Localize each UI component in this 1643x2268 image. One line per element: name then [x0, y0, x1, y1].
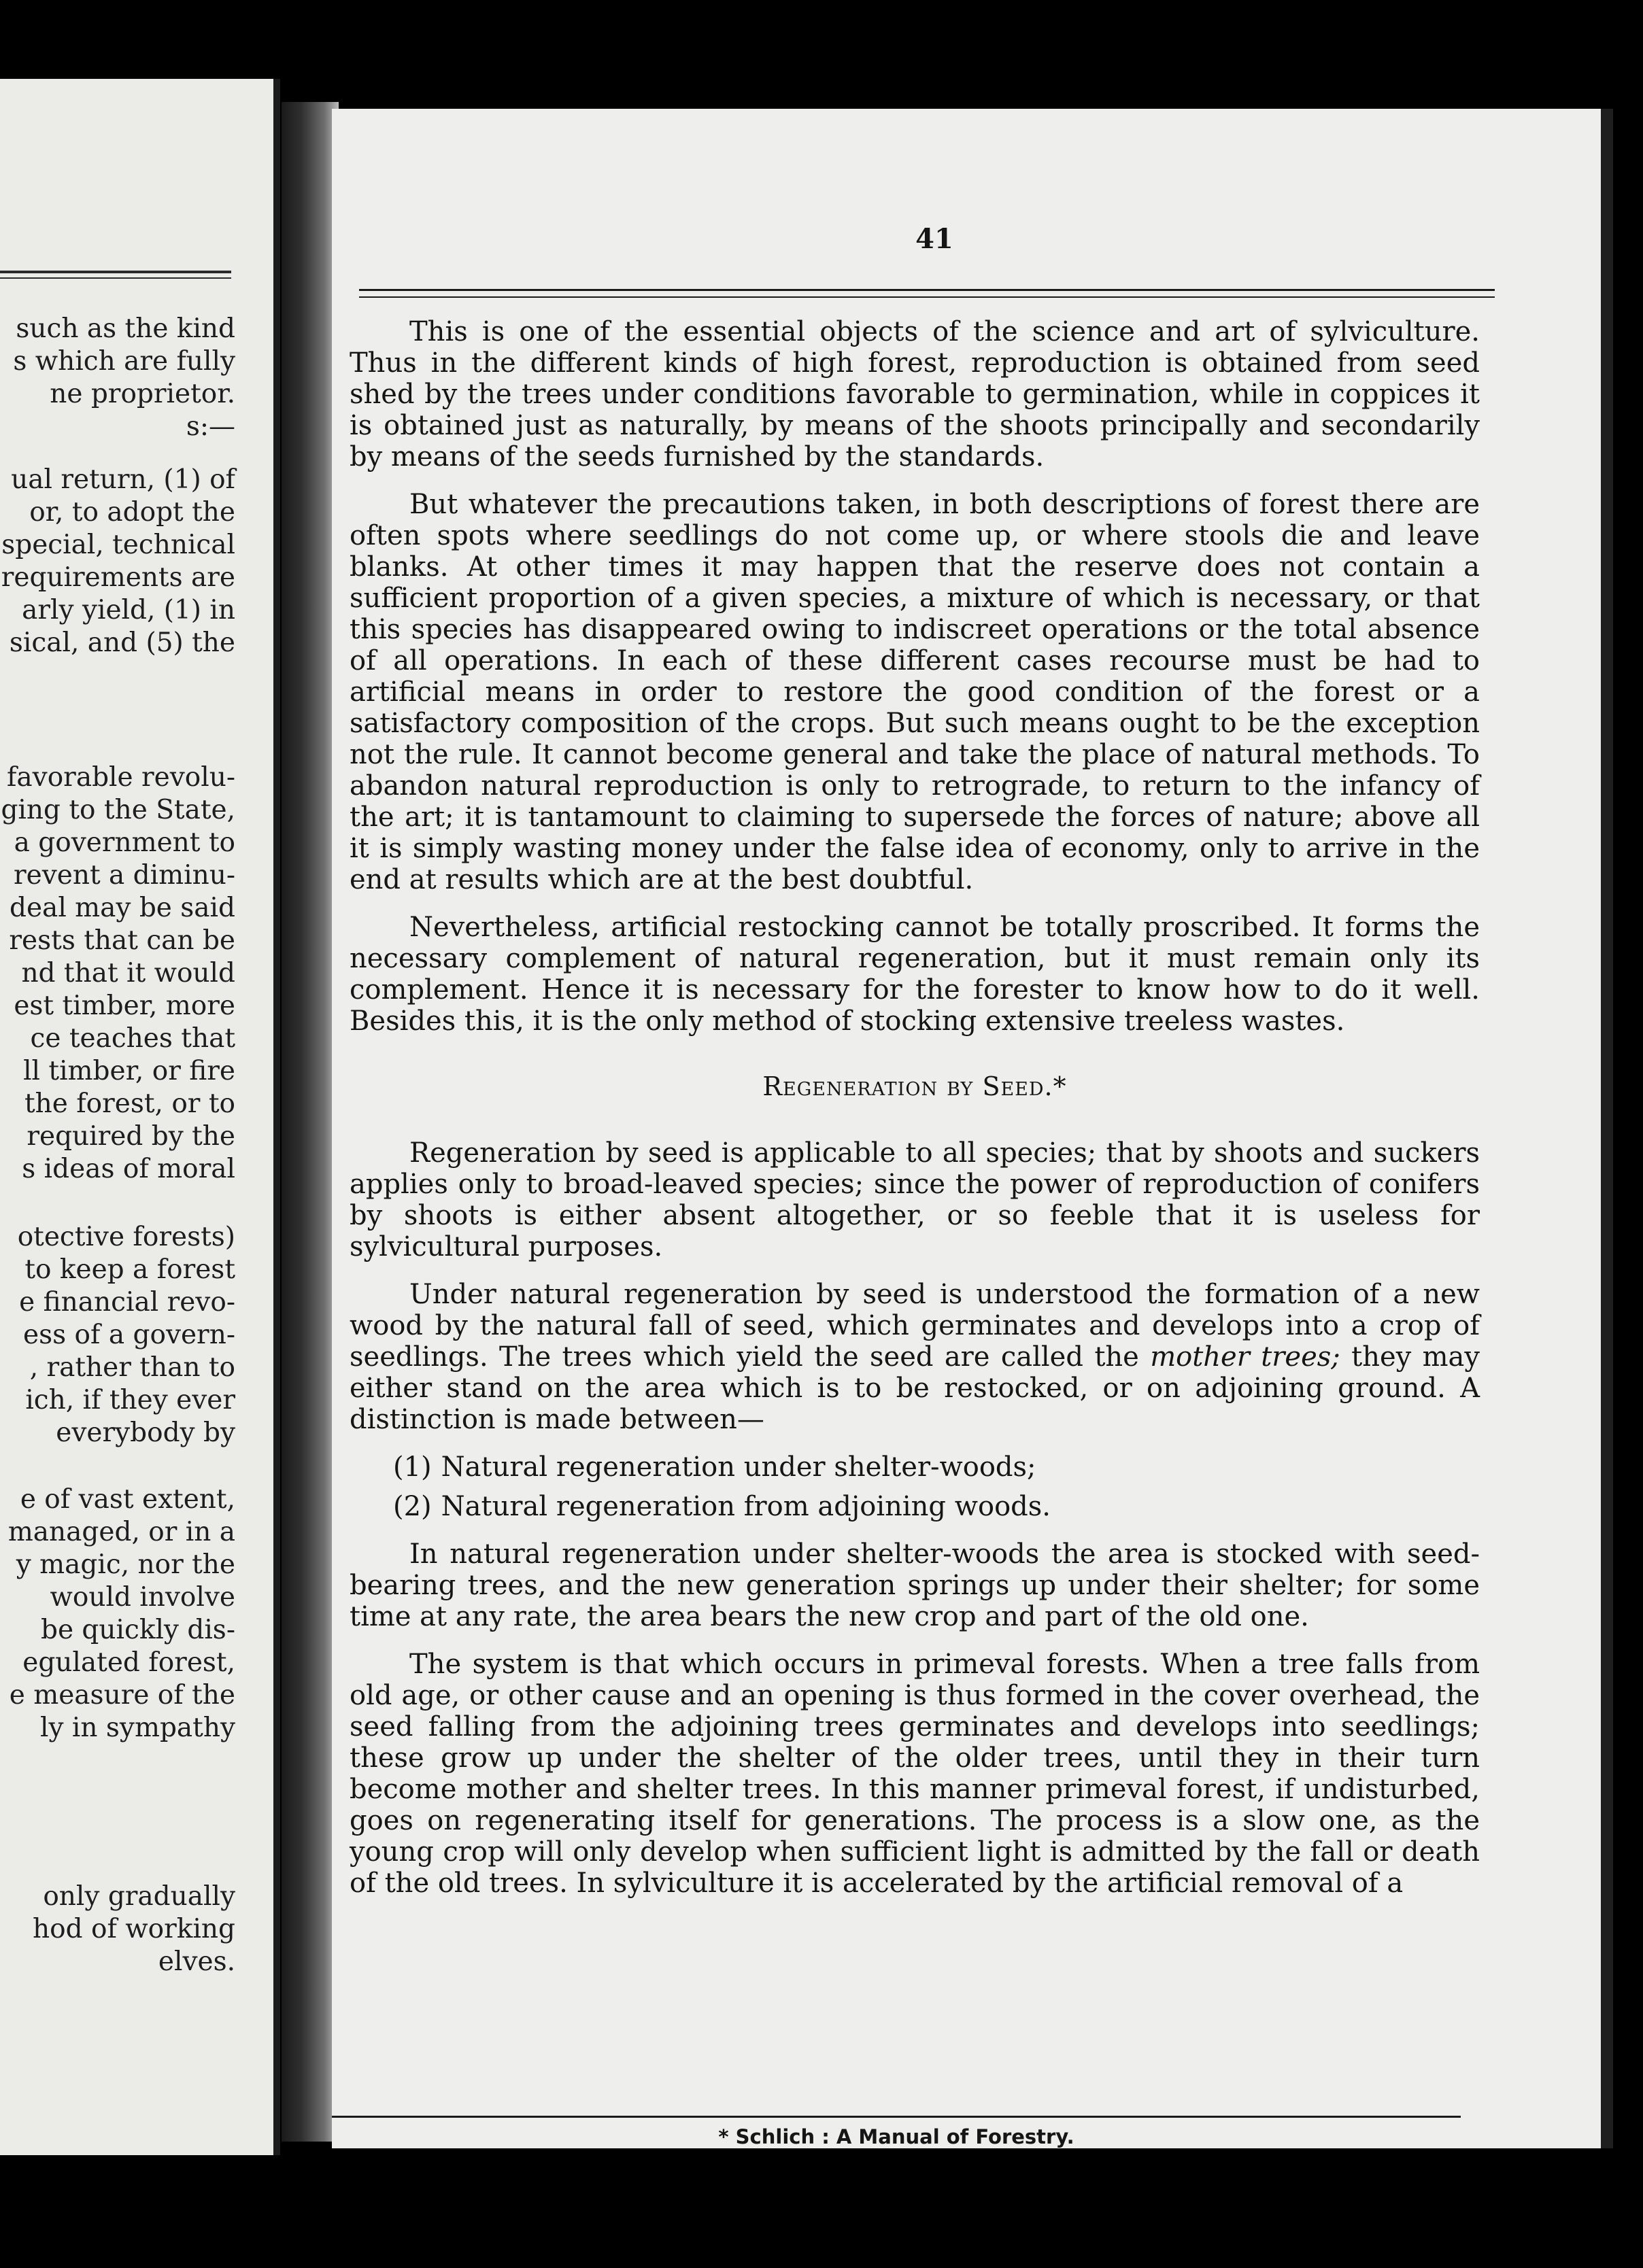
list-item — [350, 1451, 1480, 1483]
list-item — [350, 1491, 1480, 1522]
facing-page-line: everybody by — [56, 1418, 235, 1448]
facing-page-line: ce teaches that — [30, 1023, 235, 1054]
facing-page-line: be quickly dis- — [40, 1615, 235, 1645]
facing-page-line: otective forests) — [17, 1222, 235, 1252]
paragraph-text: they may either stand on the area which is to be restocked, or on adjoining ground. A distinction is made between— — [350, 1341, 1480, 1435]
paragraph: Nevertheless, artificial restocking cannot be totally proscribed. It forms the necessary complement of natural regeneration, but it must remain only its complement. Hence it is necessary for the forester to know how to do it well. Besides this, it is the only method of stocking extensive treeless wastes. — [350, 912, 1480, 1037]
paragraph: The system is that which occurs in primeval forests. When a tree falls from old age, or other cause and an opening is thus formed in the cover overhead, the seed falling from the adjoining trees germinates and develops into seedlings; these grow up under the shelter of the older trees, until they in their turn become mother and shelter trees. In this manner primeval forest, if undisturbed, goes on regenerating itself for generations. The process is a slow one, as the young crop will only develop when sufficient light is admitted by the fall or death of the old trees. In sylviculture it is accelerated by the artificial removal of a — [350, 1649, 1480, 1899]
facing-page-line: special, technical — [1, 530, 235, 560]
facing-page-line: deal may be said — [10, 893, 235, 923]
facing-page-line: ual return, (1) of — [11, 464, 235, 495]
book-gutter — [282, 102, 339, 2142]
facing-page-line: sical, and (5) the — [9, 628, 235, 658]
facing-page-line: egulated forest, — [22, 1647, 235, 1678]
facing-page-line: to keep a forest — [24, 1254, 235, 1285]
facing-page-line: y magic, nor the — [16, 1549, 235, 1580]
facing-page-line: s ideas of moral — [22, 1154, 235, 1184]
facing-page-line: e measure of the — [9, 1680, 235, 1711]
facing-page-line: or, to adopt the — [29, 497, 235, 528]
facing-page-line: the forest, or to — [24, 1088, 235, 1119]
facing-page-line: required by the — [27, 1121, 235, 1152]
header-rule — [359, 296, 1495, 298]
facing-page-line: revent a diminu- — [14, 860, 235, 891]
facing-page-line: est timber, more — [14, 991, 235, 1021]
list-number: (1) — [393, 1451, 432, 1483]
facing-page-line: a government to — [14, 827, 235, 858]
section-heading: Regeneration by Seed.* — [762, 1071, 1067, 1101]
facing-page-line: , rather than to — [29, 1352, 235, 1383]
footnote: * Schlich : A Manual of Forestry. — [718, 2125, 1074, 2148]
facing-page-line: s which are fully — [13, 346, 235, 377]
facing-page-line: ne proprietor. — [50, 379, 235, 409]
facing-page-line: ly in sympathy — [40, 1713, 235, 1743]
list-number: (2) — [393, 1491, 432, 1522]
main-page — [332, 109, 1613, 2148]
facing-page-line: requirements are — [1, 562, 235, 593]
facing-page-line: e of vast extent, — [20, 1484, 235, 1515]
facing-page-rule — [0, 271, 231, 273]
paragraph: But whatever the precautions taken, in both descriptions of forest there are often spots where seedlings do not come up, or where stools die and leave blanks. At other times it may happen that the reserve does not contain a sufficient proportion of a given species, a mixture of which is necessary, or that this species has disappeared owing to indiscreet operations or the total absence of all operations. In each of these different cases recourse must be had to artificial means in order to restore the good condition of the forest or a satisfactory composition of the crops. But such means ought to be the exception not the rule. It cannot become general and take the place of natural methods. To abandon natural reproduction is only to retrograde, to return to the infancy of the art; it is tantamount to claiming to supersede the forces of nature; above all it is simply wasting money under the false idea of economy, only to arrive in the end at results which are at the best doubtful. — [350, 489, 1480, 895]
paragraph-text: Under natural regeneration by seed is understood the formation of a new wood by the natural fall of seed, which germinates and develops into a crop of seedlings. The trees which yield the seed are called the — [350, 1279, 1480, 1373]
facing-page-line: s:— — [186, 411, 235, 442]
facing-page-line: arly yield, (1) in — [22, 595, 235, 625]
paragraph: In natural regeneration under shelter-woods the area is stocked with seed-bearing trees, and the new generation springs up under their shelter; for some time at any rate, the area bears the new crop and part of the old one. — [350, 1539, 1480, 1632]
paragraph: This is one of the essential objects of the science and art of sylviculture. Thus in the different kinds of high forest, reproduction is obtained from seed shed by the trees under conditions favorable to germination, while in coppices it is obtained just as naturally, by means of the shoots principally and secondarily by means of the seeds furnished by the standards. — [350, 316, 1480, 472]
facing-page-line: hod of working — [33, 1914, 235, 1944]
facing-page-line: elves. — [158, 1946, 235, 1977]
facing-page-line: nd that it would — [21, 958, 235, 989]
italic-term: mother trees; — [1150, 1341, 1340, 1373]
facing-page-line: only gradually — [43, 1881, 235, 1912]
facing-page-rule — [0, 277, 231, 279]
facing-page-line: would involve — [50, 1582, 235, 1613]
facing-page-line: managed, or in a — [7, 1517, 235, 1547]
header-rule — [359, 289, 1495, 291]
list-text: Natural regeneration from adjoining woods. — [441, 1491, 1051, 1522]
facing-page-line: rests that can be — [9, 925, 235, 956]
page-number: 41 — [915, 223, 953, 255]
facing-page-line: ess of a govern- — [23, 1320, 235, 1350]
paragraph: Regeneration by seed is applicable to all species; that by shoots and suckers applies only to broad-leaved species; since the power of reproduction of conifers by shoots is either absent altogether, or so feeble that it is useless for sylvicultural purposes. — [350, 1137, 1480, 1262]
facing-page-line: such as the kind — [16, 313, 235, 344]
facing-page-line: favorable revolu- — [6, 762, 235, 793]
facing-page-line: ging to the State, — [1, 795, 235, 825]
list-text: Natural regeneration under shelter-woods; — [441, 1451, 1036, 1483]
paragraph — [350, 1279, 1480, 1435]
facing-page — [0, 79, 280, 2155]
footnote-rule — [332, 2116, 1461, 2118]
facing-page-line: ich, if they ever — [25, 1385, 235, 1415]
facing-page-line: e financial revo- — [19, 1287, 235, 1318]
facing-page-line: ll timber, or fire — [23, 1056, 235, 1086]
body-text — [350, 316, 1480, 1915]
